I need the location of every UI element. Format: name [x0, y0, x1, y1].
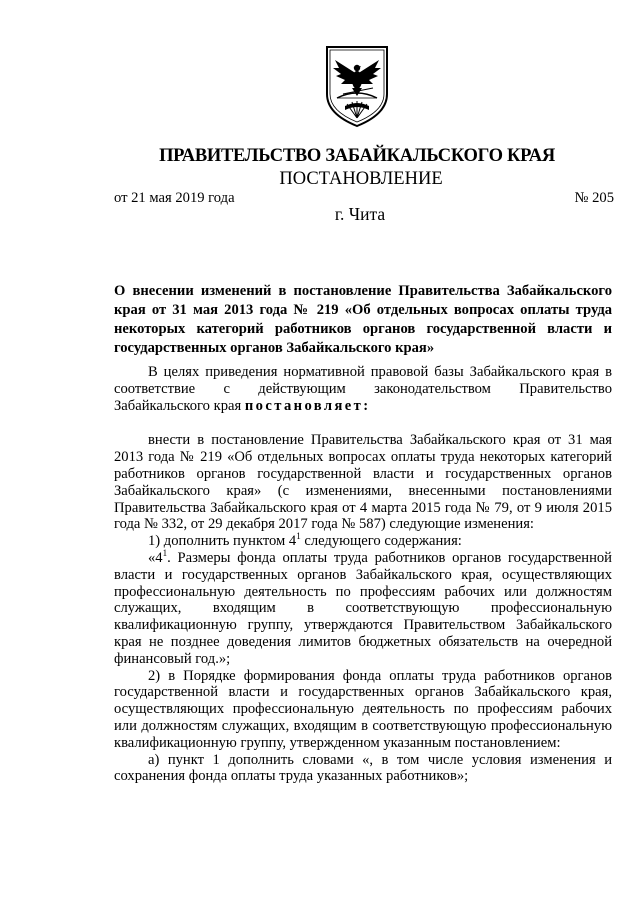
- preamble-text: В целях приведения нормативной правовой базы Забайкальского края в соответствие с действующим законодательством Правительство Забайкальского края: [114, 364, 612, 414]
- document-number: № 205: [574, 190, 614, 206]
- quoted-point-number: «4: [148, 549, 163, 566]
- quoted-point-paragraph: [114, 550, 612, 668]
- government-title: ПРАВИТЕЛЬСТВО ЗАБАЙКАЛЬСКОГО КРАЯ: [159, 146, 555, 166]
- item-1-superscript: 1: [296, 531, 301, 542]
- document-city: г. Чита: [334, 204, 386, 224]
- document-body: [114, 364, 612, 785]
- preamble-paragraph: [114, 364, 612, 414]
- intro-paragraph: внести в постановление Правительства Забайкальского края от 31 мая 2013 года № 219 «Об отдельных вопросах оплаты труда некоторых категорий работников органов государственной власти и государственных органов Забайкальского края» (с изменениями, внесенными постановлениями Правительства Забайкальского края от 4 марта 2015 года № 79, от 9 июля 2015 года № 332, от 29 декабря 2017 года № 587) следующие изменения:: [114, 432, 612, 533]
- document-date: от 21 мая 2019 года: [114, 190, 235, 206]
- document-type: ПОСТАНОВЛЕНИЕ: [279, 169, 443, 189]
- item-1-text-end: следующего содержания:: [300, 533, 462, 550]
- document-heading: О внесении изменений в постановление Правительства Забайкальского края от 31 мая 2013 года № 219 «Об отдельных вопросах оплаты труда некоторых категорий работников органов государственной власти и государственных органов Забайкальского края»: [114, 283, 612, 356]
- quoted-point-superscript: 1: [162, 548, 168, 559]
- item-1-paragraph: [114, 533, 612, 550]
- item-1-text: 1) дополнить пунктом 4: [148, 533, 297, 550]
- quoted-point-text: . Размеры фонда оплаты труда работников органов государственной власти и государственных органов Забайкальского края, осуществляющих профессиональную деятельность по профессиям рабочих или должностям служащих, входящим в соответствующую профессиональную квалификационную группу, утверждаются Правительством Забайкальского края не позднее доведения лимитов бюджетных обязательств на очередной финансовый год.»;: [114, 549, 612, 667]
- item-2a-paragraph: а) пункт 1 дополнить словами «, в том числе условия изменения и сохранения фонда оплаты труда указанных работников»;: [114, 751, 612, 785]
- decree-word: постановляет:: [244, 397, 371, 414]
- coat-of-arms-emblem: [323, 44, 391, 128]
- item-2-paragraph: 2) в Порядке формирования фонда оплаты труда работников органов государственной власти и государственных органов Забайкальского края, осуществляющих профессиональную деятельность по профессиям рабочих или должностям служащих, входящим в соответствующую профессиональную квалификационную группу, утвержденном указанным постановлением:: [114, 667, 612, 751]
